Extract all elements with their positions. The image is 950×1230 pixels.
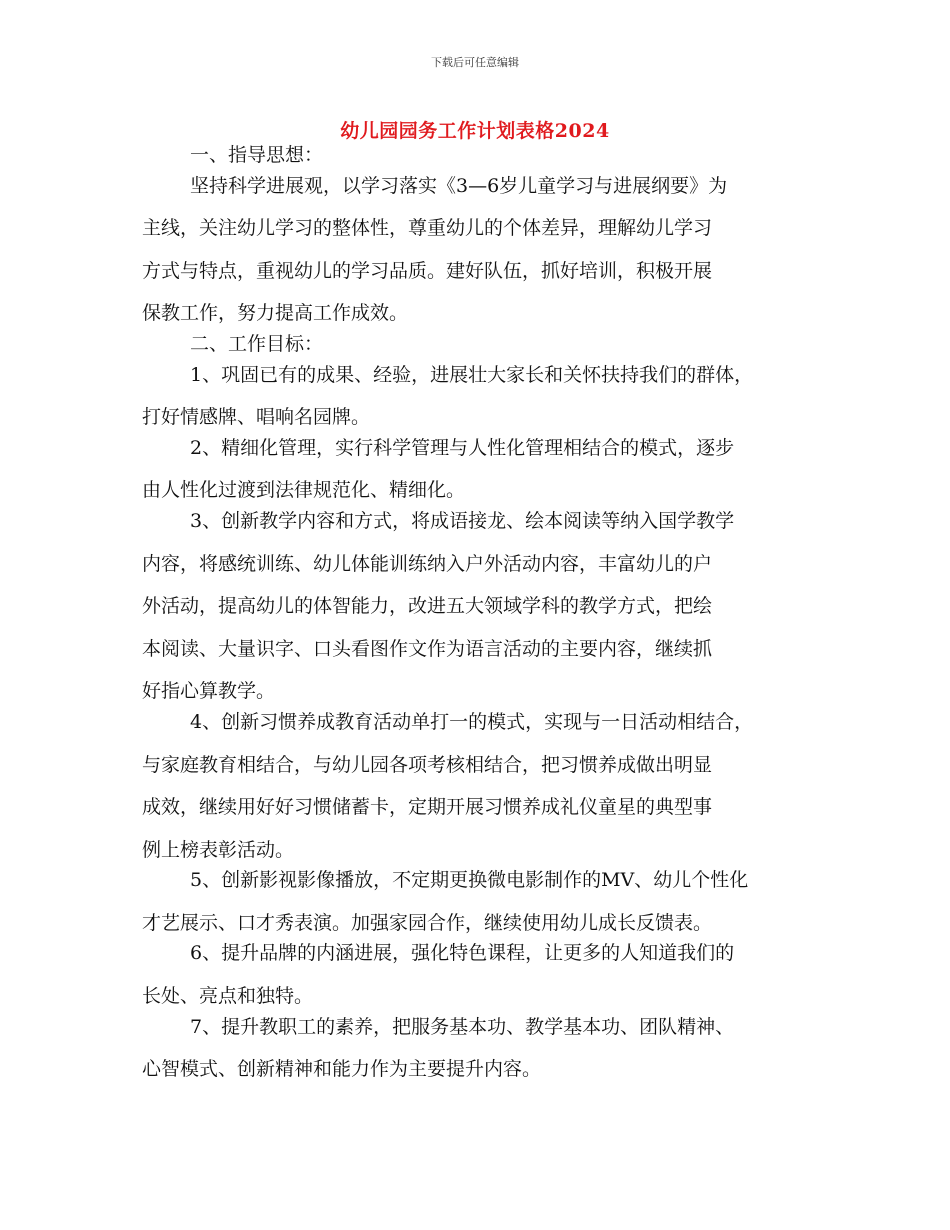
goal-item-4: 4、创新习惯养成教育活动单打一的模式，实现与一日活动相结合， 与家庭教育相结合，与幼儿园各项考核相结合，把习惯养成做出明显 成效，继续用好好习惯储蓄卡，定期开展习惯养成礼仪童星的典型事 例上榜表彰活动。 xyxy=(142,710,754,861)
goal-item-2: 2、精细化管理，实行科学管理与人性化管理相结合的模式，逐步 由人性化过渡到法律规范化、精细化。 xyxy=(142,436,735,502)
document-body xyxy=(142,140,822,1085)
goal-item-5: 5、创新影视影像播放，不定期更换微电影制作的MV、幼儿个性化 才艺展示、口才秀表演。加强家园合作，继续使用幼儿成长反馈表。 xyxy=(142,869,749,934)
goal-item-3: 3、创新教学内容和方式，将成语接龙、绘本阅读等纳入国学教学 内容，将感统训练、幼儿体能训练纳入户外活动内容，丰富幼儿的户 外活动，提高幼儿的体智能力，改进五大领域学科的教学方式，把绘 本阅读、大量识字、口头看图作文作为语言活动的主要内容，继续抓 好指心算教学。 xyxy=(142,509,735,703)
section-heading-work-goals: 二、工作目标： xyxy=(190,332,324,355)
paragraph-guiding-ideology: 坚持科学进展观，以学习落实《3—6岁儿童学习与进展纲要》为 主线，关注幼儿学习的整体性，尊重幼儿的个体差异，理解幼儿学习 方式与特点，重视幼儿的学习品质。建好队伍，抓好培训，积极开展 保教工作，努力提高工作成效。 xyxy=(142,174,728,325)
document-title: 幼儿园园务工作计划表格2024 xyxy=(340,120,610,142)
section-heading-guiding-ideology: 一、指导思想： xyxy=(190,144,324,166)
header-note: 下载后可任意编辑 xyxy=(431,56,519,69)
goal-item-6: 6、提升品牌的内涵进展，强化特色课程，让更多的人知道我们的 长处、亮点和独特。 xyxy=(142,942,735,1008)
goal-item-1: 1、巩固已有的成果、经验，进展壮大家长和关怀扶持我们的群体， 打好情感牌、唱响名园牌。 xyxy=(142,363,754,429)
goal-item-7: 7、提升教职工的素养，把服务基本功、教学基本功、团队精神、 心智模式、创新精神和能力作为主要提升内容。 xyxy=(142,1015,735,1081)
